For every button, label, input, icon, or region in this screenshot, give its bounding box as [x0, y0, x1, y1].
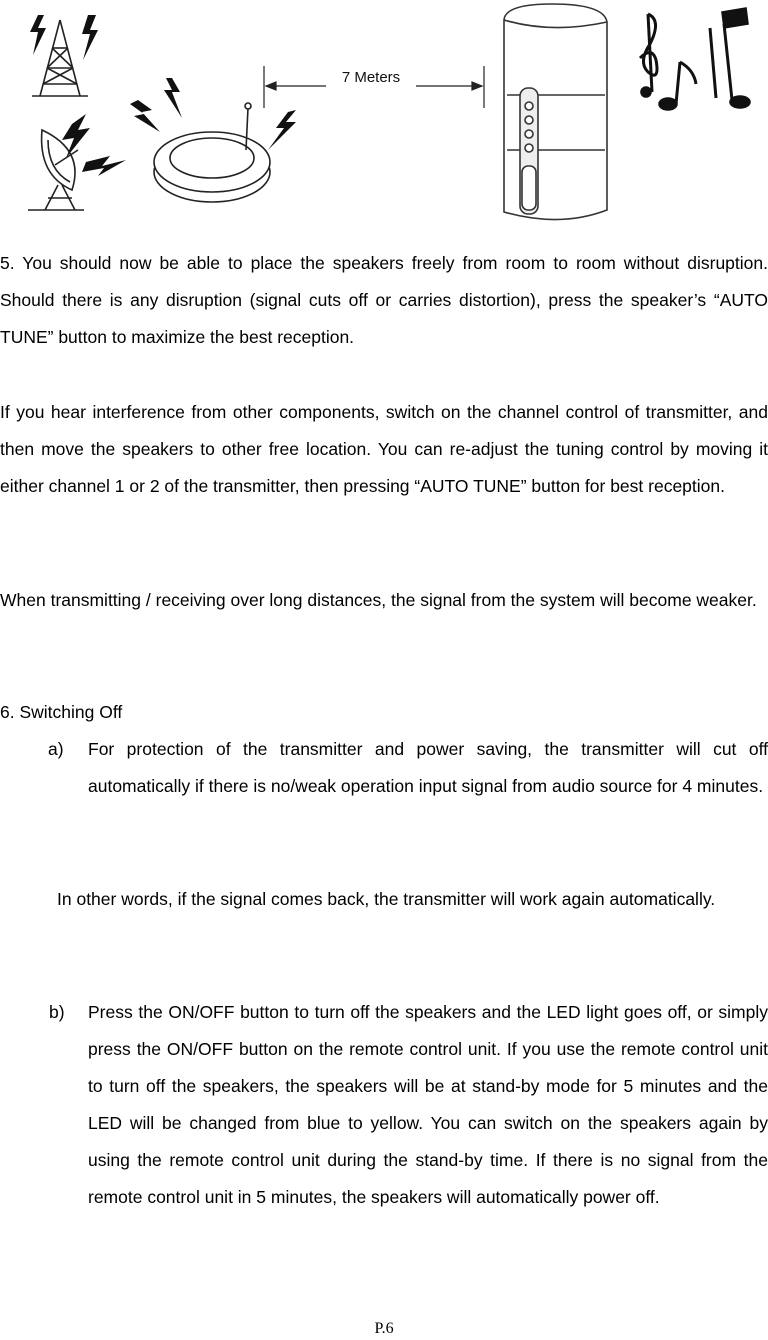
- list-item-b: Press the ON/OFF button to turn off the speakers and the LED light goes off, or simply press the ON/OFF button on the remote control unit. If you use the remote control unit to turn off the speakers, the speakers will be at stand-by mode for 5 minutes and the LED will be changed from blue to yellow. You can switch on the speakers again by using the remote control unit during the stand-by time. If there is no signal from the remote control unit in 5 minutes, the speakers will automatically power off.: [88, 1002, 768, 1207]
- paragraph-long-distance: When transmitting / receiving over long distances, the signal from the system will become weaker.: [0, 590, 757, 610]
- radio-tower-icon: [30, 15, 98, 96]
- satellite-dish-icon: [28, 114, 126, 210]
- section-heading-switching-off: 6. Switching Off: [0, 702, 123, 722]
- paragraph-repositioning: 5. You should now be able to place the speakers freely from room to room without disruption. Should there is any disruption (signal cuts off or carries distortion), press the speaker’s “AUTO TUNE” button to maximize the best reception.: [0, 253, 768, 347]
- music-notes-icon: [640, 8, 750, 110]
- paragraph-interference: If you hear interference from other components, switch on the channel control of transmitter, and then move the speakers to other free location. You can re-adjust the tuning control by moving it either channel 1 or 2 of the transmitter, then pressing “AUTO TUNE” button for best reception.: [0, 402, 768, 496]
- setup-illustration: [0, 0, 768, 230]
- list-item-a-continuation: In other words, if the signal comes back, the transmitter will work again automatically.: [57, 889, 716, 909]
- list-marker-b: b): [49, 1002, 65, 1022]
- list-item-a: For protection of the transmitter and power saving, the transmitter will cut off automatically if there is no/weak operation input signal from audio source for 4 minutes.: [88, 739, 768, 796]
- page-number: P.6: [374, 1320, 394, 1337]
- distance-label: 7 Meters: [341, 69, 401, 86]
- list-marker-a: a): [48, 739, 64, 759]
- speaker-icon: [504, 4, 607, 220]
- transmitter-icon: [130, 78, 296, 202]
